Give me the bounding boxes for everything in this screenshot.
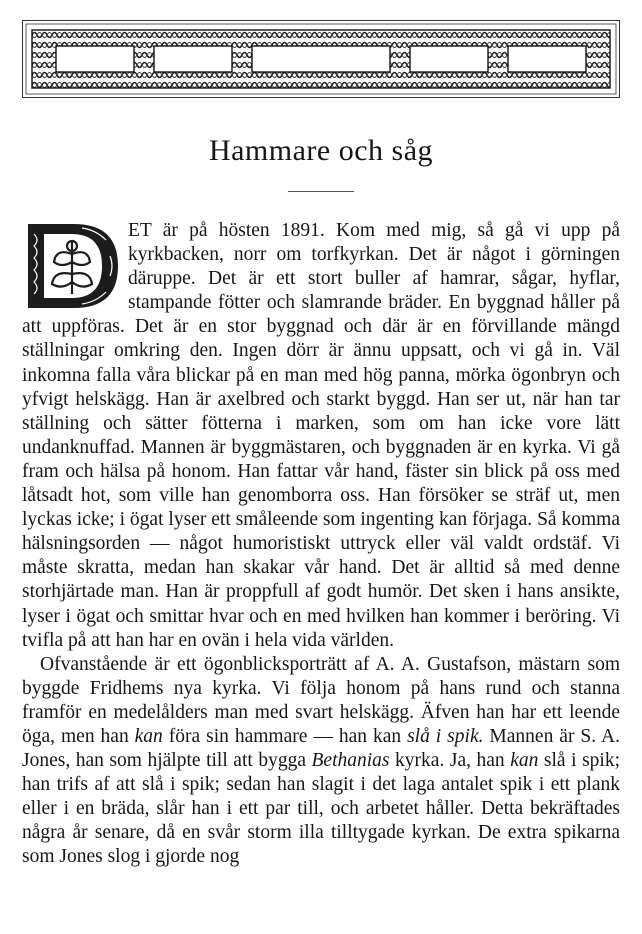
paragraph-2	[22, 653, 620, 870]
ornamental-header-banner	[22, 20, 620, 98]
p2-italic-4: kan	[510, 750, 539, 772]
p2-text-5: slå i spik; han trifs af att slå i spik; sedan han slagit i det laga antalet spik i ett plank eller i en bräda, slår han i ett par till, och arbetet håller. Detta bekräftades några år senare, då en svår storm illa tilltygade kyrkan. De extra spikarna som Jones slog i gjorde nog	[22, 750, 620, 868]
chapter-title: Hammare och såg	[208, 134, 434, 167]
p2-text-1: Ofvanstående är ett ögonblicksporträtt af A. A. Gustafson, mästarn som byggde Fridhems nya kyrka. Vi följa honom på hans rund och stanna framför en medelålders man med svart helskägg. Äfven han har ett leende öga, men han	[22, 653, 620, 747]
p2-italic-3: Bethanias	[311, 750, 390, 772]
p2-text-3: Mannen är S. A. Jones, han som hjälpte till att bygga	[22, 725, 620, 772]
p2-italic-2: slå i spik.	[407, 725, 484, 747]
title-divider	[288, 191, 354, 192]
article-body	[22, 219, 620, 870]
p2-text-2: föra sin hammare — han kan	[162, 725, 408, 747]
drop-cap-letter: D	[22, 220, 23, 221]
paragraph-1: ET är på hösten 1891. Kom med mig, så gå vi upp på kyrkbacken, norr om torfkyrkan. Det är något i görningen däruppe. Det är ett stort buller af hamrar, sågar, hyflar, stampande fötter och slamrande bräder. En byggnad håller på att uppföras. Det är en stor byggnad och där är en förvillande mängd ställningar omkring den. Ingen dörr är ännu uppsatt, och vi gå in. Väl inkomna falla våra blickar på en man med hög panna, mörka ögonbryn och yfvigt helskägg. Han är axelbred och starkt byggd. Han ser ut, när han tar ställning och sätter fötterna i marken, som om han icke vore lätt undanknuffad. Mannen är byggmästaren, och byggnaden är en kyrka. Vi gå fram och hälsa på honom. Han fattar vår hand, fäster sin blick på oss med låtsadt hot, som ville han genomborra oss. Han försöker se sträf ut, men lyckas icke; i ögat lyser ett småleende som ingenting kan förjaga. Så komma hälsningsorden — något humoristiskt uttryck eller väl valdt ordstäf. Vi måste skratta, medan han skakar vår hand. Det är alltid så med denne storhjärtade man. Han är proppfull af godt humör. Det sken i hans ansikte, lyser i ögat och smittar hvar och en med hvilken han kommer i beröring. Vi tvifla på att han har en ovän i hela vida världen.	[22, 220, 620, 651]
p2-italic-1: kan	[134, 725, 163, 747]
p2-text-4: kyrka. Ja, han	[389, 750, 511, 772]
drop-cap-ornament	[22, 220, 122, 312]
